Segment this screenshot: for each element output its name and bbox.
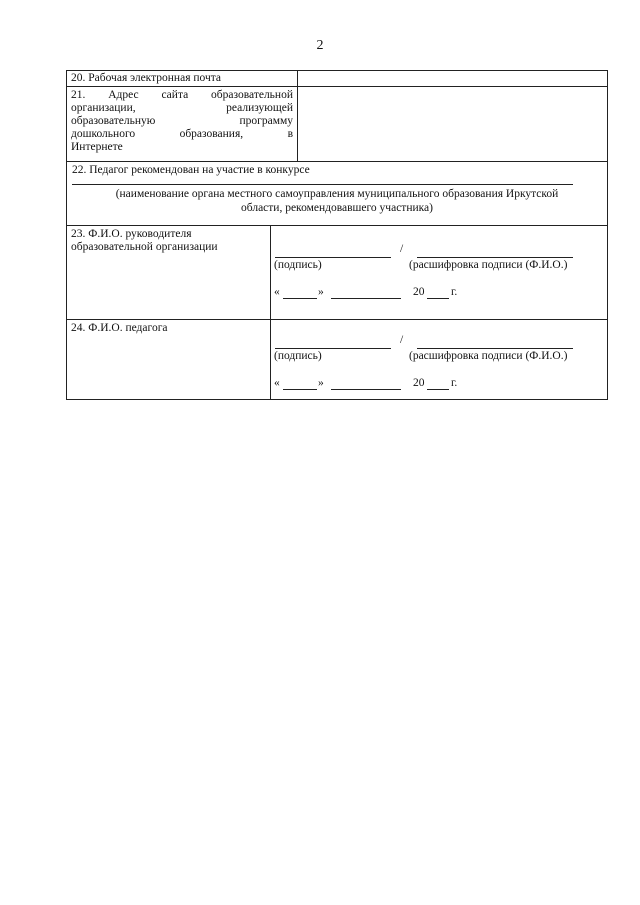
date-open-quote: « <box>274 286 280 298</box>
website-label-line: дошкольного образования, в <box>71 128 293 140</box>
date-year-line[interactable] <box>427 298 449 299</box>
signature-decoding-caption: (расшифровка подписи (Ф.И.О.) <box>409 259 568 271</box>
page-number: 2 <box>316 38 324 53</box>
signature-decoding-line[interactable] <box>417 348 573 349</box>
date-year-line[interactable] <box>427 389 449 390</box>
website-label-line: Интернете <box>71 141 123 153</box>
label-line: 23. Ф.И.О. руководителя <box>71 228 192 240</box>
signature-decoding-line[interactable] <box>417 257 573 258</box>
teacher-name-label: 24. Ф.И.О. педагога <box>71 322 168 334</box>
signature-line[interactable] <box>275 257 391 258</box>
recommended-by-label: 22. Педагог рекомендован на участие в конкурсе <box>72 164 310 176</box>
website-label-line: образовательную программу <box>71 115 293 127</box>
column-divider <box>270 226 271 319</box>
date-month-line[interactable] <box>331 389 401 390</box>
application-form-table <box>66 70 608 400</box>
row-head-name <box>66 226 608 320</box>
date-day-line[interactable] <box>283 298 317 299</box>
slash-separator: / <box>400 334 404 346</box>
work-email-label: 20. Рабочая электронная почта <box>71 72 222 84</box>
date-close-quote: » <box>318 377 324 389</box>
column-divider <box>270 320 271 399</box>
website-label-line: организации, реализующей <box>71 102 293 114</box>
work-email-value[interactable] <box>298 71 607 86</box>
row-recommended-by <box>66 162 608 226</box>
note-line: области, рекомендовавшего участника) <box>241 202 433 214</box>
year-prefix: 20 <box>413 377 425 389</box>
head-name-label <box>67 226 270 319</box>
signature-caption: (подпись) <box>274 259 322 271</box>
recommended-by-note <box>77 187 597 215</box>
recommended-by-fill-line[interactable] <box>72 184 573 185</box>
signature-line[interactable] <box>275 348 391 349</box>
slash-separator: / <box>400 243 404 255</box>
signature-caption: (подпись) <box>274 350 322 362</box>
date-close-quote: » <box>318 286 324 298</box>
label-line: образовательной организации <box>71 241 218 253</box>
year-prefix: 20 <box>413 286 425 298</box>
row-work-email <box>66 70 608 87</box>
year-suffix: г. <box>451 377 458 389</box>
date-open-quote: « <box>274 377 280 389</box>
date-day-line[interactable] <box>283 389 317 390</box>
website-address-label <box>67 87 297 161</box>
signature-decoding-caption: (расшифровка подписи (Ф.И.О.) <box>409 350 568 362</box>
row-teacher-name <box>66 320 608 400</box>
year-suffix: г. <box>451 286 458 298</box>
website-address-value[interactable] <box>298 87 607 161</box>
note-line: (наименование органа местного самоуправления муниципального образования Иркутской <box>115 188 559 200</box>
website-label-line: 21. Адрес сайта образовательной <box>71 89 293 101</box>
row-website-address <box>66 87 608 162</box>
date-month-line[interactable] <box>331 298 401 299</box>
